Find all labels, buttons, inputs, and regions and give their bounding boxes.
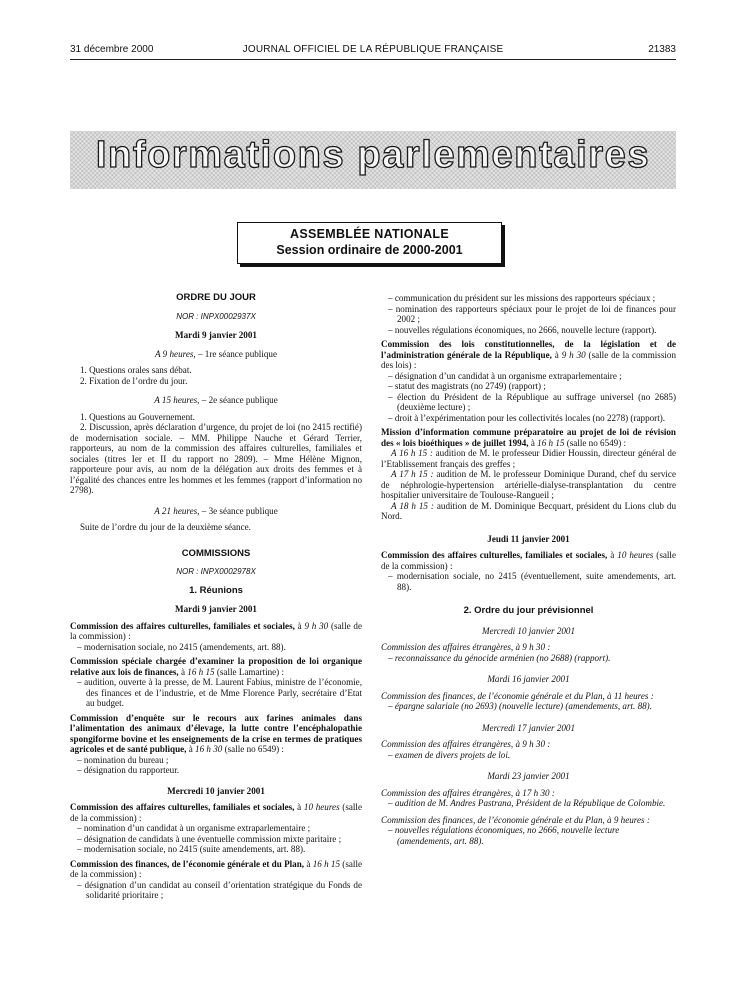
session-line: A 9 heures, – 1re séance publique xyxy=(155,348,277,359)
commission-entry: Commission spéciale chargée d’examiner la proposition de loi organique relative aux lois de finances, à 16 h 15 (salle Lamartine) : xyxy=(70,656,362,677)
commission-entry: Commission des affaires étrangères, à 9 h 30 : xyxy=(381,739,551,749)
header-page-number: 21383 xyxy=(648,44,676,55)
agenda-item: – nomination d’un candidat à un organisme extraparlementaire ; xyxy=(77,823,311,833)
commission-entry: Commission des affaires étrangères, à 9 h 30 : xyxy=(381,642,551,652)
agenda-item: – audition, ouverte à la presse, de M. Laurent Fabius, ministre de l’économie, des finances et de l’industrie, et de Mme Florence Parly, secrétaire d’Etat au budget. xyxy=(77,677,362,708)
agenda-item: – modernisation sociale, no 2415 (éventuellement, suite amendements, art. 88). xyxy=(388,571,676,592)
agenda-item: 2. Fixation de l’ordre du jour. xyxy=(80,375,188,386)
agenda-item: – épargne salariale (no 2693) (nouvelle lecture) (amendements, art. 88). xyxy=(388,701,652,711)
agenda-item: – droit à l’expérimentation pour les collectivités locales (no 2278) (rapport). xyxy=(388,412,666,423)
commission-entry: Commission d’enquête sur le recours aux farines animales dans l’alimentation des animaux d’élevage, la lutte contre l’encéphalopathie spongiforme bovine et les enseignements de la crise en termes de pratiques agricoles et de santé publique, à 16 h 30 (salle no 6549) : xyxy=(70,712,362,754)
agenda-item: – désignation d’un candidat à un organisme extraparlementaire ; xyxy=(388,370,622,381)
left-column xyxy=(70,293,362,901)
section-banner xyxy=(70,131,676,189)
date-heading: Mercredi 17 janvier 2001 xyxy=(481,722,576,733)
hearing-item: A 16 h 15 : audition de M. le professeur Didier Houssin, directeur général de l’Etablissement français des greffes ; xyxy=(381,448,676,469)
agenda-item: Suite de l’ordre du jour de la deuxième séance. xyxy=(80,522,251,532)
header-date: 31 décembre 2000 xyxy=(70,44,154,55)
commission-entry: Commission des finances, de l’économie générale et du Plan, à 9 heures : xyxy=(381,814,650,825)
date-heading: Mardi 16 janvier 2001 xyxy=(487,674,570,684)
hearing-item: A 18 h 15 : audition de M. Dominique Becquart, président du Lions club du Nord. xyxy=(381,500,676,521)
ordre-du-jour-title: ORDRE DU JOUR xyxy=(176,292,256,303)
agenda-item: – modernisation sociale, no 2415 (suite amendements, art. 88). xyxy=(77,844,306,854)
date-heading: Jeudi 11 janvier 2001 xyxy=(487,533,570,544)
agenda-item: 1. Questions orales sans débat. xyxy=(80,365,192,375)
commission-entry: Commission des affaires culturelles, familiales et sociales, à 10 heures (salle de la commission) : xyxy=(70,802,362,823)
header-journal: JOURNAL OFFICIEL DE LA RÉPUBLIQUE FRANÇAISE xyxy=(242,44,504,55)
assembly-box xyxy=(237,222,502,264)
agenda-item: – statut des magistrats (no 2749) (rapport) ; xyxy=(388,381,546,391)
running-header xyxy=(70,44,676,58)
date-heading: Mardi 23 janvier 2001 xyxy=(487,771,570,781)
agenda-item: – reconnaissance du génocide arménien (no 2688) (rapport). xyxy=(388,652,611,663)
previsionnel-heading: 2. Ordre du jour prévisionnel xyxy=(463,605,594,616)
agenda-item: – nomination des rapporteurs spéciaux pour le projet de loi de finances pour 2002 ; xyxy=(388,303,676,324)
header-rule xyxy=(70,59,676,60)
session-name: Session ordinaire de 2000-2001 xyxy=(276,243,463,257)
session-line: A 15 heures, – 2e séance publique xyxy=(154,395,278,405)
date-heading: Mardi 9 janvier 2001 xyxy=(175,330,257,340)
hearing-item: A 17 h 15 : audition de M. le professeur Dominique Durand, chef du service de néphrologie-hypertension artérielle-dialyse-transplantation du centre hospitalier universitaire de Toulouse-Rangueil ; xyxy=(381,469,676,500)
agenda-item: – modernisation sociale, no 2415 (amendements, art. 88). xyxy=(77,641,286,652)
commission-entry: Commission des lois constitutionnelles, de la législation et de l’administration générale de la République, à 9 h 30 (salle de la commission des lois) : xyxy=(381,339,676,370)
agenda-item: – désignation du rapporteur. xyxy=(77,765,180,775)
agenda-item: 2. Discussion, après déclaration d’urgence, du projet de loi (no 2415 rectifié) de modernisation sociale. – MM. Philippe Nauche et Gérard Terrier, rapporteurs, au nom de la commission des affaires culturelles, familiales et sociales (titres Ier et II du rapport no 2809). – Mme Hélène Mignon, rapporteure pour avis, au nom de la délégation aux droits des femmes et à l’égalité des chances entre les hommes et les femmes (rapport d’information no 2798). xyxy=(70,422,362,495)
commission-entry: Commission des affaires culturelles, familiales et sociales, à 10 heures (salle de la commission) : xyxy=(381,550,676,571)
agenda-item: – communication du président sur les missions des rapporteurs spéciaux ; xyxy=(388,293,656,303)
agenda-item: 1. Questions au Gouvernement. xyxy=(80,411,195,422)
agenda-item: – désignation de candidats à une éventuelle commission mixte paritaire ; xyxy=(77,833,342,844)
banner-title: Informations parlementaires xyxy=(95,134,651,176)
assembly-name: ASSEMBLÉE NATIONALE xyxy=(290,227,449,241)
agenda-item: – nomination du bureau ; xyxy=(77,754,169,765)
commission-entry: Commission des finances, de l’économie générale et du Plan, à 11 heures : xyxy=(381,690,654,701)
agenda-item: – examen de divers projets de loi. xyxy=(388,749,511,760)
agenda-item: – désignation d’un candidat au conseil d’orientation stratégique du Fonds de solidarité prioritaire ; xyxy=(77,879,362,900)
right-column xyxy=(381,293,676,846)
session-line: A 21 heures, – 3e séance publique xyxy=(154,505,278,516)
date-heading: Mercredi 10 janvier 2001 xyxy=(167,785,265,796)
nor-code: NOR : INPX0002978X xyxy=(176,567,256,576)
commission-entry: Commission des affaires étrangères, à 17 h 30 : xyxy=(381,787,555,798)
commission-entry: Commission des finances, de l’économie générale et du Plan, à 16 h 15 (salle de la commission) : xyxy=(70,858,363,879)
date-heading: Mardi 9 janvier 2001 xyxy=(175,604,257,614)
date-heading: Mercredi 10 janvier 2001 xyxy=(481,625,576,636)
agenda-item: – audition de M. Andres Pastrana, Président de la République de Colombie. xyxy=(388,798,666,808)
agenda-item: – élection du Président de la République au suffrage universel (no 2685) (deuxième lecture) ; xyxy=(388,391,676,412)
agenda-item: – nouvelles régulations économiques, no 2666, nouvelle lecture (amendements, art. 88). xyxy=(388,825,620,846)
commissions-title: COMMISSIONS xyxy=(181,547,251,559)
commission-entry: Mission d’information commune préparatoire au projet de loi de révision des « lois bioéthiques » de juillet 1994, à 16 h 15 (salle no 6549) : xyxy=(381,427,676,448)
reunions-heading: 1. Réunions xyxy=(189,584,243,596)
commission-entry: Commission des affaires culturelles, familiales et sociales, à 9 h 30 (salle de la commission) : xyxy=(70,620,362,641)
agenda-item: – nouvelles régulations économiques, no 2666, nouvelle lecture (rapport). xyxy=(388,324,657,335)
nor-code: NOR : INPX0002937X xyxy=(176,311,256,321)
